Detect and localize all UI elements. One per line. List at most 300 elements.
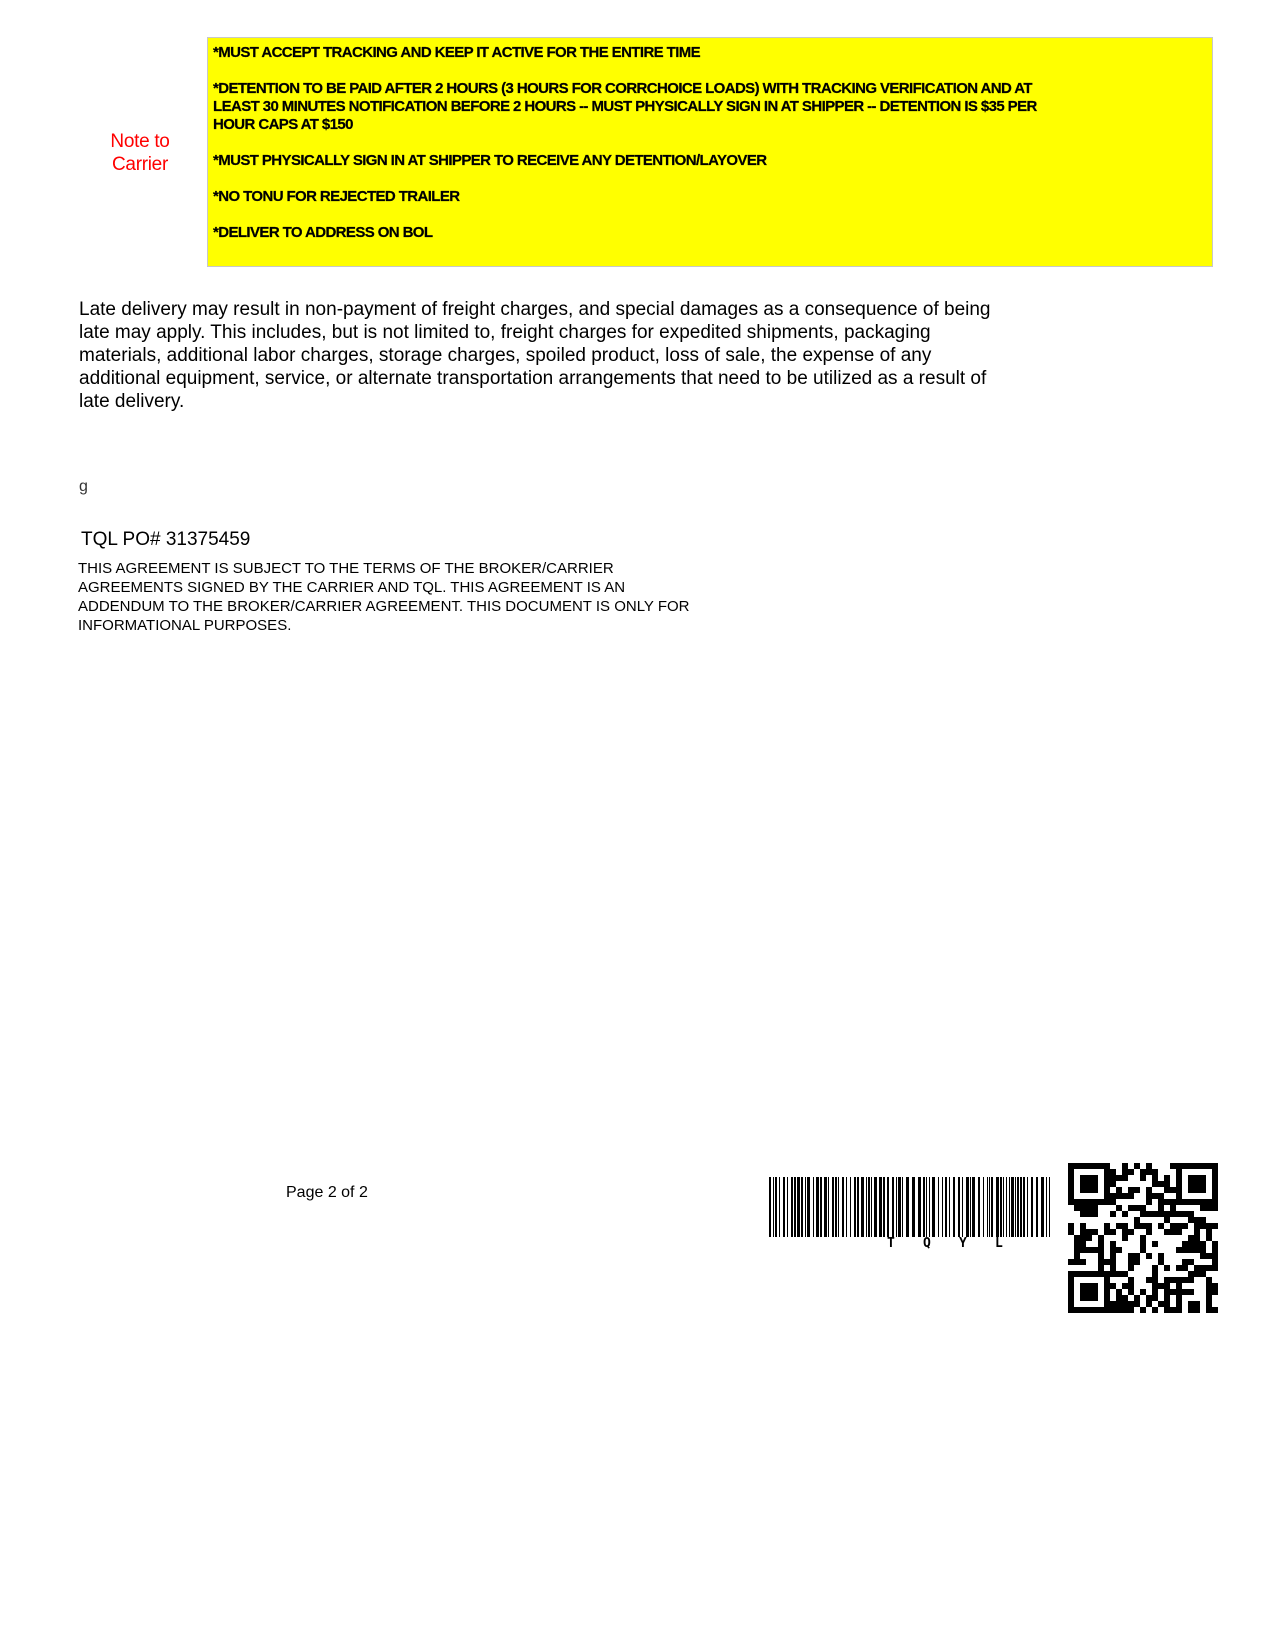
barcode-bar bbox=[962, 1177, 963, 1237]
barcode-bar bbox=[874, 1177, 877, 1237]
qr-module bbox=[1158, 1253, 1164, 1259]
qr-module bbox=[1158, 1199, 1164, 1205]
qr-module bbox=[1104, 1283, 1110, 1289]
qr-module bbox=[1110, 1247, 1116, 1253]
barcode-bar bbox=[1015, 1177, 1016, 1237]
barcode-bar bbox=[1006, 1177, 1007, 1237]
barcode-bar bbox=[883, 1177, 885, 1237]
qr-module bbox=[1086, 1283, 1092, 1289]
qr-module bbox=[1104, 1259, 1110, 1265]
qr-module bbox=[1212, 1169, 1218, 1175]
note-line: *DETENTION TO BE PAID AFTER 2 HOURS (3 HOURS FOR CORRCHOICE LOADS) WITH TRACKING VERIFICATION AND AT bbox=[213, 80, 1032, 97]
qr-module bbox=[1176, 1229, 1182, 1235]
qr-module bbox=[1116, 1271, 1122, 1277]
qr-module bbox=[1188, 1217, 1194, 1223]
qr-module bbox=[1110, 1169, 1116, 1175]
qr-module bbox=[1212, 1247, 1218, 1253]
qr-module bbox=[1134, 1223, 1140, 1229]
barcode-bar bbox=[783, 1177, 785, 1237]
barcode-bar bbox=[787, 1177, 788, 1237]
barcode-bar bbox=[953, 1177, 955, 1237]
barcode-bar bbox=[987, 1177, 988, 1237]
qr-module bbox=[1068, 1175, 1074, 1181]
qr-module bbox=[1110, 1199, 1116, 1205]
qr-module bbox=[1086, 1235, 1092, 1241]
late-delivery-line: late delivery. bbox=[79, 391, 185, 412]
note-line: LEAST 30 MINUTES NOTIFICATION BEFORE 2 HOURS -- MUST PHYSICALLY SIGN IN AT SHIPPER -- DETENTION IS $35 PER bbox=[213, 98, 1037, 115]
qr-module bbox=[1128, 1259, 1134, 1265]
qr-module bbox=[1200, 1265, 1206, 1271]
qr-module bbox=[1188, 1241, 1194, 1247]
qr-module bbox=[1176, 1223, 1182, 1229]
barcode-bar bbox=[838, 1177, 839, 1237]
qr-module bbox=[1092, 1187, 1098, 1193]
qr-module bbox=[1176, 1199, 1182, 1205]
qr-module bbox=[1212, 1223, 1218, 1229]
qr-module bbox=[1140, 1205, 1146, 1211]
qr-module bbox=[1206, 1295, 1212, 1301]
qr-module bbox=[1122, 1307, 1128, 1313]
qr-module bbox=[1122, 1223, 1128, 1229]
qr-module bbox=[1158, 1193, 1164, 1199]
barcode-bar bbox=[773, 1177, 774, 1237]
qr-module bbox=[1092, 1175, 1098, 1181]
qr-module bbox=[1110, 1259, 1116, 1265]
qr-module bbox=[1092, 1181, 1098, 1187]
barcode-bar bbox=[769, 1177, 771, 1237]
qr-module bbox=[1110, 1307, 1116, 1313]
qr-module bbox=[1122, 1163, 1128, 1169]
qr-module bbox=[1188, 1277, 1194, 1283]
barcode-bar bbox=[1023, 1177, 1025, 1237]
qr-module bbox=[1086, 1295, 1092, 1301]
qr-module bbox=[1104, 1229, 1110, 1235]
qr-module bbox=[1116, 1193, 1122, 1199]
qr-module bbox=[1140, 1247, 1146, 1253]
barcode-bar bbox=[1003, 1177, 1004, 1237]
qr-module bbox=[1110, 1253, 1116, 1259]
qr-module bbox=[1158, 1205, 1164, 1211]
barcode-bar bbox=[868, 1177, 870, 1237]
qr-module bbox=[1122, 1301, 1128, 1307]
barcode-bar bbox=[801, 1177, 803, 1237]
qr-module bbox=[1194, 1223, 1200, 1229]
qr-module bbox=[1152, 1289, 1158, 1295]
qr-module bbox=[1152, 1277, 1158, 1283]
qr-module bbox=[1068, 1295, 1074, 1301]
qr-module bbox=[1188, 1235, 1194, 1241]
qr-module bbox=[1098, 1271, 1104, 1277]
qr-module bbox=[1080, 1229, 1086, 1235]
qr-module bbox=[1080, 1247, 1086, 1253]
note-to-carrier-label bbox=[95, 130, 185, 176]
qr-module bbox=[1212, 1283, 1218, 1289]
qr-module bbox=[1182, 1259, 1188, 1265]
qr-module bbox=[1164, 1289, 1170, 1295]
qr-module bbox=[1212, 1259, 1218, 1265]
qr-module bbox=[1152, 1265, 1158, 1271]
qr-module bbox=[1158, 1211, 1164, 1217]
qr-module bbox=[1212, 1193, 1218, 1199]
qr-module bbox=[1200, 1187, 1206, 1193]
qr-module bbox=[1086, 1199, 1092, 1205]
qr-module bbox=[1104, 1199, 1110, 1205]
qr-module bbox=[1110, 1181, 1116, 1187]
qr-module bbox=[1200, 1175, 1206, 1181]
qr-module bbox=[1158, 1223, 1164, 1229]
qr-module bbox=[1104, 1307, 1110, 1313]
qr-module bbox=[1128, 1289, 1134, 1295]
qr-module bbox=[1146, 1277, 1152, 1283]
qr-module bbox=[1092, 1199, 1098, 1205]
qr-module bbox=[1200, 1199, 1206, 1205]
note-label-line-1: Note to bbox=[110, 131, 170, 152]
qr-module bbox=[1092, 1271, 1098, 1277]
qr-module bbox=[1122, 1175, 1128, 1181]
barcode-bar bbox=[996, 1177, 999, 1237]
qr-module bbox=[1164, 1199, 1170, 1205]
qr-module bbox=[1146, 1163, 1152, 1169]
qr-module bbox=[1140, 1175, 1146, 1181]
qr-module bbox=[1110, 1271, 1116, 1277]
qr-module bbox=[1200, 1217, 1206, 1223]
qr-module bbox=[1140, 1289, 1146, 1295]
qr-module bbox=[1146, 1199, 1152, 1205]
qr-module bbox=[1152, 1241, 1158, 1247]
qr-module bbox=[1176, 1289, 1182, 1295]
qr-module bbox=[1182, 1223, 1188, 1229]
late-delivery-line: materials, additional labor charges, storage charges, spoiled product, loss of sale, the expense of any bbox=[79, 345, 932, 366]
qr-module bbox=[1116, 1295, 1122, 1301]
barcode-bar bbox=[949, 1177, 950, 1237]
barcode-bar bbox=[775, 1177, 777, 1237]
qr-module bbox=[1188, 1307, 1194, 1313]
qr-module bbox=[1194, 1265, 1200, 1271]
barcode-bar bbox=[779, 1177, 780, 1237]
qr-module bbox=[1104, 1193, 1110, 1199]
barcode-bar bbox=[850, 1177, 851, 1237]
qr-module bbox=[1080, 1235, 1086, 1241]
qr-module bbox=[1200, 1223, 1206, 1229]
qr-module bbox=[1110, 1229, 1116, 1235]
barcode-bar bbox=[966, 1177, 969, 1237]
barcode-bar bbox=[854, 1177, 856, 1237]
barcode-bar bbox=[942, 1177, 943, 1237]
qr-module bbox=[1212, 1187, 1218, 1193]
qr-module bbox=[1128, 1265, 1134, 1271]
barcode-bar bbox=[816, 1177, 819, 1237]
qr-module bbox=[1194, 1301, 1200, 1307]
note-line: *MUST ACCEPT TRACKING AND KEEP IT ACTIVE FOR THE ENTIRE TIME bbox=[213, 44, 701, 61]
qr-module bbox=[1212, 1175, 1218, 1181]
qr-module bbox=[1092, 1229, 1098, 1235]
qr-module bbox=[1212, 1199, 1218, 1205]
barcode-bar bbox=[842, 1177, 844, 1237]
qr-module bbox=[1110, 1175, 1116, 1181]
qr-module bbox=[1152, 1169, 1158, 1175]
qr-module bbox=[1206, 1235, 1212, 1241]
qr-module bbox=[1212, 1241, 1218, 1247]
barcode-bar bbox=[938, 1177, 939, 1237]
po-number: TQL PO# 31375459 bbox=[81, 529, 251, 550]
qr-module bbox=[1146, 1169, 1152, 1175]
qr-module bbox=[1164, 1211, 1170, 1217]
qr-module bbox=[1158, 1259, 1164, 1265]
barcode-bar bbox=[824, 1177, 827, 1237]
barcode-bar bbox=[797, 1177, 800, 1237]
qr-module bbox=[1200, 1181, 1206, 1187]
barcode-bar bbox=[991, 1177, 993, 1237]
qr-module bbox=[1152, 1271, 1158, 1277]
agreement-line: ADDENDUM TO THE BROKER/CARRIER AGREEMENT. THIS DOCUMENT IS ONLY FOR bbox=[78, 598, 690, 615]
qr-module bbox=[1188, 1271, 1194, 1277]
qr-module bbox=[1092, 1211, 1098, 1217]
qr-module bbox=[1206, 1229, 1212, 1235]
qr-module bbox=[1206, 1307, 1212, 1313]
qr-module bbox=[1194, 1235, 1200, 1241]
qr-module bbox=[1080, 1175, 1086, 1181]
qr-module bbox=[1080, 1271, 1086, 1277]
qr-module bbox=[1182, 1289, 1188, 1295]
qr-module bbox=[1068, 1169, 1074, 1175]
qr-module bbox=[1176, 1247, 1182, 1253]
qr-module bbox=[1212, 1265, 1218, 1271]
qr-module bbox=[1176, 1307, 1182, 1313]
qr-module bbox=[1074, 1199, 1080, 1205]
barcode-bar bbox=[945, 1177, 947, 1237]
qr-module bbox=[1080, 1163, 1086, 1169]
qr-module bbox=[1068, 1193, 1074, 1199]
qr-module bbox=[1176, 1169, 1182, 1175]
qr-module bbox=[1200, 1271, 1206, 1277]
qr-module bbox=[1164, 1307, 1170, 1313]
qr-module bbox=[1116, 1223, 1122, 1229]
qr-module bbox=[1164, 1217, 1170, 1223]
qr-module bbox=[1140, 1223, 1146, 1229]
qr-module bbox=[1128, 1193, 1134, 1199]
qr-module bbox=[1074, 1253, 1080, 1259]
qr-module bbox=[1146, 1187, 1152, 1193]
barcode-caption bbox=[769, 1236, 1052, 1252]
qr-module bbox=[1182, 1241, 1188, 1247]
qr-module bbox=[1134, 1187, 1140, 1193]
late-delivery-paragraph bbox=[79, 298, 1089, 413]
barcode-bar bbox=[978, 1177, 980, 1237]
qr-module bbox=[1092, 1289, 1098, 1295]
qr-module bbox=[1158, 1301, 1164, 1307]
qr-module bbox=[1080, 1241, 1086, 1247]
qr-module bbox=[1182, 1265, 1188, 1271]
qr-module bbox=[1170, 1205, 1176, 1211]
qr-module bbox=[1128, 1283, 1134, 1289]
barcode-bar bbox=[923, 1177, 925, 1237]
note-line: *MUST PHYSICALLY SIGN IN AT SHIPPER TO RECEIVE ANY DETENTION/LAYOVER bbox=[213, 152, 767, 169]
agreement-line: INFORMATIONAL PURPOSES. bbox=[78, 617, 292, 634]
qr-module bbox=[1134, 1295, 1140, 1301]
qr-module bbox=[1152, 1193, 1158, 1199]
qr-module bbox=[1104, 1175, 1110, 1181]
qr-module bbox=[1128, 1229, 1134, 1235]
qr-module bbox=[1116, 1307, 1122, 1313]
qr-module bbox=[1098, 1265, 1104, 1271]
qr-module bbox=[1110, 1301, 1116, 1307]
barcode-char: Y bbox=[959, 1236, 967, 1251]
qr-module bbox=[1206, 1199, 1212, 1205]
qr-module bbox=[1134, 1301, 1140, 1307]
qr-module bbox=[1068, 1289, 1074, 1295]
qr-module bbox=[1122, 1169, 1128, 1175]
qr-module bbox=[1086, 1307, 1092, 1313]
qr-module bbox=[1152, 1211, 1158, 1217]
qr-module bbox=[1104, 1187, 1110, 1193]
note-label-line-2: Carrier bbox=[112, 154, 168, 175]
qr-module bbox=[1164, 1283, 1170, 1289]
barcode-bar bbox=[1009, 1177, 1010, 1237]
qr-module bbox=[1098, 1235, 1104, 1241]
qr-module bbox=[1122, 1211, 1128, 1217]
qr-module bbox=[1080, 1295, 1086, 1301]
late-delivery-line: Late delivery may result in non-payment of freight charges, and special damages as a consequence of being bbox=[79, 299, 991, 320]
qr-module bbox=[1068, 1199, 1074, 1205]
qr-module bbox=[1080, 1187, 1086, 1193]
qr-module bbox=[1140, 1169, 1146, 1175]
barcode-bar bbox=[861, 1177, 864, 1237]
barcode-char: T bbox=[887, 1236, 895, 1251]
qr-module bbox=[1116, 1289, 1122, 1295]
barcode-bar bbox=[912, 1177, 915, 1237]
barcode-bar bbox=[918, 1177, 921, 1237]
qr-module bbox=[1146, 1193, 1152, 1199]
qr-module bbox=[1176, 1193, 1182, 1199]
qr-module bbox=[1110, 1193, 1116, 1199]
qr-module bbox=[1140, 1211, 1146, 1217]
barcode-bar bbox=[898, 1177, 901, 1237]
qr-module bbox=[1098, 1307, 1104, 1313]
qr-module bbox=[1200, 1253, 1206, 1259]
qr-module bbox=[1176, 1187, 1182, 1193]
barcode-bar bbox=[983, 1177, 984, 1237]
qr-module bbox=[1140, 1241, 1146, 1247]
qr-module bbox=[1206, 1277, 1212, 1283]
qr-module bbox=[1146, 1295, 1152, 1301]
qr-module bbox=[1104, 1169, 1110, 1175]
qr-module bbox=[1194, 1175, 1200, 1181]
qr-module bbox=[1176, 1163, 1182, 1169]
qr-module bbox=[1164, 1175, 1170, 1181]
qr-module bbox=[1170, 1307, 1176, 1313]
qr-module bbox=[1092, 1295, 1098, 1301]
note-line: *NO TONU FOR REJECTED TRAILER bbox=[213, 188, 460, 205]
qr-module bbox=[1068, 1187, 1074, 1193]
qr-module bbox=[1074, 1247, 1080, 1253]
barcode-bar bbox=[892, 1177, 894, 1237]
qr-module bbox=[1170, 1277, 1176, 1283]
qr-module bbox=[1104, 1223, 1110, 1229]
qr-module bbox=[1212, 1289, 1218, 1295]
qr-module bbox=[1098, 1241, 1104, 1247]
qr-module bbox=[1128, 1307, 1134, 1313]
qr-module bbox=[1146, 1301, 1152, 1307]
qr-module bbox=[1110, 1241, 1116, 1247]
qr-module bbox=[1194, 1187, 1200, 1193]
qr-module bbox=[1188, 1211, 1194, 1217]
barcode-bar bbox=[1031, 1177, 1033, 1237]
qr-module bbox=[1086, 1229, 1092, 1235]
qr-module bbox=[1152, 1307, 1158, 1313]
carrier-note-box bbox=[207, 37, 1213, 267]
qr-module bbox=[1176, 1211, 1182, 1217]
qr-module bbox=[1074, 1235, 1080, 1241]
qr-module bbox=[1170, 1187, 1176, 1193]
barcode-char: L bbox=[995, 1236, 1003, 1251]
qr-module bbox=[1170, 1289, 1176, 1295]
qr-module bbox=[1080, 1307, 1086, 1313]
barcode-bar bbox=[958, 1177, 960, 1237]
qr-module bbox=[1164, 1187, 1170, 1193]
qr-module bbox=[1086, 1205, 1092, 1211]
qr-module bbox=[1116, 1175, 1122, 1181]
qr-module bbox=[1080, 1283, 1086, 1289]
qr-module bbox=[1086, 1211, 1092, 1217]
qr-module bbox=[1194, 1247, 1200, 1253]
qr-module bbox=[1176, 1265, 1182, 1271]
qr-module bbox=[1086, 1163, 1092, 1169]
qr-module bbox=[1206, 1283, 1212, 1289]
qr-module bbox=[1188, 1301, 1194, 1307]
qr-module bbox=[1176, 1181, 1182, 1187]
barcode-bar bbox=[805, 1177, 806, 1237]
qr-module bbox=[1110, 1211, 1116, 1217]
qr-module bbox=[1068, 1259, 1074, 1265]
qr-module bbox=[1188, 1259, 1194, 1265]
qr-module bbox=[1074, 1271, 1080, 1277]
qr-module bbox=[1128, 1301, 1134, 1307]
qr-module bbox=[1092, 1283, 1098, 1289]
qr-module bbox=[1206, 1205, 1212, 1211]
qr-module bbox=[1122, 1229, 1128, 1235]
qr-module bbox=[1170, 1229, 1176, 1235]
barcode-icon bbox=[769, 1177, 1052, 1237]
barcode-bar bbox=[926, 1177, 927, 1237]
qr-module bbox=[1104, 1289, 1110, 1295]
qr-module bbox=[1104, 1301, 1110, 1307]
qr-module bbox=[1122, 1193, 1128, 1199]
qr-module bbox=[1206, 1223, 1212, 1229]
barcode-bar bbox=[832, 1177, 834, 1237]
barcode-bar bbox=[970, 1177, 971, 1237]
qr-module bbox=[1206, 1265, 1212, 1271]
qr-module bbox=[1194, 1217, 1200, 1223]
qr-module bbox=[1080, 1181, 1086, 1187]
barcode-bar bbox=[791, 1177, 793, 1237]
qr-code-icon bbox=[1068, 1163, 1218, 1313]
qr-module bbox=[1086, 1247, 1092, 1253]
qr-module bbox=[1128, 1277, 1134, 1283]
qr-module bbox=[1200, 1205, 1206, 1211]
barcode-bar bbox=[828, 1177, 829, 1237]
qr-module bbox=[1182, 1277, 1188, 1283]
qr-module bbox=[1188, 1187, 1194, 1193]
barcode-bar bbox=[857, 1177, 859, 1237]
qr-module bbox=[1164, 1277, 1170, 1283]
barcode-bar bbox=[902, 1177, 903, 1237]
qr-module bbox=[1206, 1253, 1212, 1259]
qr-module bbox=[1164, 1265, 1170, 1271]
qr-module bbox=[1122, 1295, 1128, 1301]
qr-module bbox=[1068, 1301, 1074, 1307]
qr-module bbox=[1176, 1283, 1182, 1289]
qr-module bbox=[1164, 1229, 1170, 1235]
